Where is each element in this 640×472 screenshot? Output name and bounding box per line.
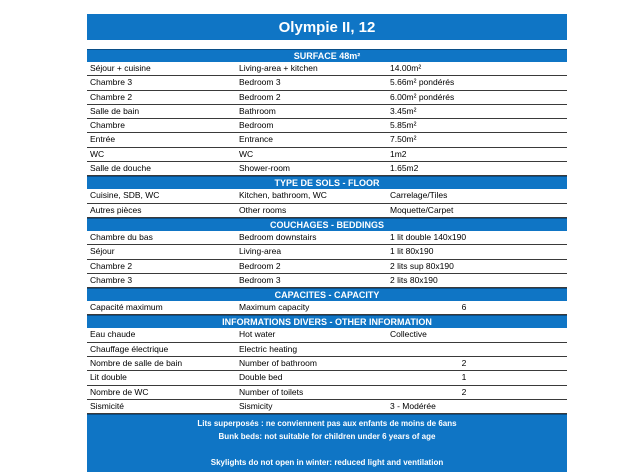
section-header-floor: TYPE DE SOLS - FLOOR (87, 176, 567, 189)
capacity-rows (87, 301, 567, 315)
section-other-information (87, 315, 567, 414)
table-row (87, 76, 567, 90)
cell-label-fr: Nombre de WC (90, 386, 149, 397)
cell-value: 3 - Modérée (390, 400, 436, 411)
cell-label-fr: Chauffage électrique (90, 343, 169, 354)
table-row (87, 204, 567, 218)
cell-label-fr: Cuisine, SDB, WC (90, 190, 160, 201)
table-row (87, 357, 567, 371)
cell-label-fr: Autres pièces (90, 204, 142, 215)
table-row (87, 274, 567, 288)
cell-label-en: Bathroom (239, 105, 276, 116)
cell-label-fr: Nombre de salle de bain (90, 358, 183, 369)
cell-label-en: Number of toilets (239, 386, 304, 397)
cell-count: 1 (461, 372, 467, 383)
cell-value: 7.50m² (390, 134, 417, 145)
cell-label-fr: Lit double (90, 372, 127, 383)
table-row (87, 105, 567, 119)
cell-value: 3.45m² (390, 105, 417, 116)
section-header-other-information: INFORMATIONS DIVERS - OTHER INFORMATION (87, 315, 567, 328)
cell-value: 2 lits 80x190 (390, 274, 438, 285)
cell-label-en: Maximum capacity (239, 302, 310, 313)
section-capacity (87, 288, 567, 315)
cell-label-fr: Salle de bain (90, 105, 140, 116)
cell-label-en: Hot water (239, 329, 276, 340)
cell-label-en: Double bed (239, 372, 283, 383)
table-row (87, 301, 567, 315)
cell-label-fr: Séjour + cuisine (90, 63, 151, 73)
cell-label-en: Bedroom 3 (239, 274, 281, 285)
cell-value: Carrelage/Tiles (390, 190, 448, 201)
section-beddings (87, 218, 567, 288)
cell-label-fr: Chambre (90, 120, 125, 131)
table-row (87, 133, 567, 147)
cell-value: 2 lits sup 80x190 (390, 260, 454, 271)
table-row (87, 231, 567, 245)
cell-label-en: Other rooms (239, 204, 287, 215)
beddings-rows (87, 231, 567, 288)
floor-rows (87, 189, 567, 218)
cell-label-fr: Chambre 2 (90, 91, 133, 102)
cell-label-en: Shower-room (239, 163, 291, 174)
cell-label-en: WC (239, 148, 254, 159)
table-row (87, 62, 567, 76)
table-row (87, 260, 567, 274)
cell-label-en: Bedroom downstairs (239, 231, 317, 242)
cell-value: 6.00m² pondérés (390, 91, 455, 102)
section-surface (87, 49, 567, 176)
footer-note-skylights: Skylights do not open in winter: reduced light and ventilation (210, 458, 444, 468)
cell-value: Collective (390, 329, 427, 340)
cell-label-fr: Entrée (90, 134, 116, 145)
section-header-capacity: CAPACITES - CAPACITY (87, 288, 567, 301)
section-header-beddings: COUCHAGES - BEDDINGS (87, 218, 567, 231)
cell-label-fr: Sismicité (90, 400, 125, 411)
cell-value: 14.00m² (390, 63, 422, 73)
cell-label-en: Bedroom 2 (239, 91, 281, 102)
table-row (87, 245, 567, 259)
table-row (87, 400, 567, 414)
cell-label-en: Number of bathroom (239, 358, 317, 369)
page-title: Olympie II, 12 (87, 14, 567, 40)
cell-label-en: Electric heating (239, 343, 298, 354)
table-row (87, 119, 567, 133)
cell-value: 5.66m² pondérés (390, 77, 455, 88)
cell-label-en: Bedroom 2 (239, 260, 281, 271)
cell-label-en: Kitchen, bathroom, WC (239, 190, 327, 201)
cell-count: 6 (461, 302, 467, 313)
table-row (87, 328, 567, 342)
cell-label-fr: Chambre du bas (90, 231, 153, 242)
cell-label-en: Bedroom 3 (239, 77, 281, 88)
section-floor (87, 176, 567, 218)
cell-value: 1 lit double 140x190 (390, 231, 467, 242)
cell-label-fr: Séjour (90, 246, 115, 257)
footer-note-bunk-beds-en: Bunk beds: not suitable for children under 6 years of age (218, 432, 436, 442)
table-row (87, 343, 567, 357)
surface-rows (87, 62, 567, 176)
cell-label-fr: Eau chaude (90, 329, 136, 340)
cell-label-fr: Capacité maximum (90, 302, 163, 313)
table-row (87, 91, 567, 105)
footer-note-bunk-beds-fr: Lits superposés : ne conviennent pas aux enfants de moins de 6ans (197, 419, 457, 429)
cell-label-fr: Chambre 3 (90, 77, 133, 88)
table-row (87, 189, 567, 203)
cell-value: Moquette/Carpet (390, 204, 454, 215)
footer-notes (87, 414, 567, 472)
cell-label-fr: WC (90, 148, 105, 159)
other-information-rows (87, 328, 567, 414)
property-sheet (87, 14, 567, 472)
cell-label-en: Sismicity (239, 400, 273, 411)
cell-count: 2 (461, 386, 467, 397)
section-header-surface: SURFACE 48m² (87, 49, 567, 62)
cell-label-fr: Salle de douche (90, 163, 151, 174)
cell-value: 5.85m² (390, 120, 417, 131)
cell-label-fr: Chambre 3 (90, 274, 133, 285)
cell-count: 2 (461, 358, 467, 369)
cell-label-fr: Chambre 2 (90, 260, 133, 271)
table-row (87, 148, 567, 162)
table-row (87, 371, 567, 385)
cell-label-en: Bedroom (239, 120, 274, 131)
cell-label-en: Living-area + kitchen (239, 63, 318, 73)
table-row (87, 386, 567, 400)
cell-value: 1m2 (390, 148, 407, 159)
cell-value: 1.65m2 (390, 163, 419, 174)
cell-value: 1 lit 80x190 (390, 246, 434, 257)
cell-label-en: Entrance (239, 134, 274, 145)
cell-label-en: Living-area (239, 246, 282, 257)
table-row (87, 162, 567, 176)
